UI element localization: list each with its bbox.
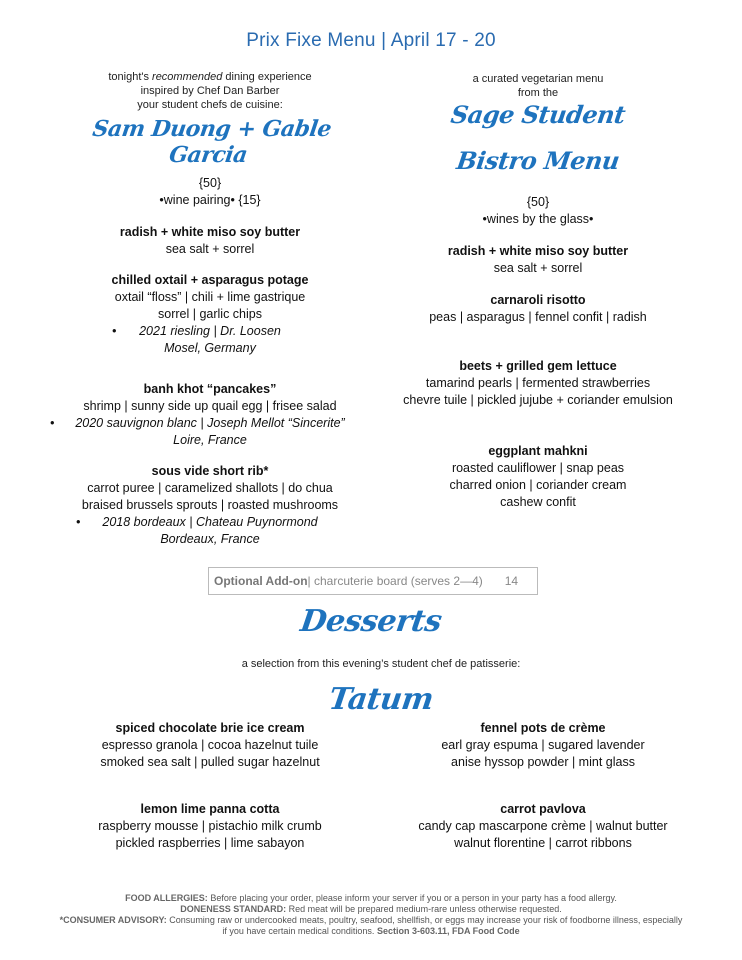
- left-course-oxtail: chilled oxtail + asparagus potage oxtail “floss” | chili + lime gastrique sorrel | garlic chips • 2021 riesling | Dr. Loosen Mosel, Germany: [111, 273, 309, 355]
- left-course-short-rib: sous vide short rib* carrot puree | caramelized shallots | do chua braised brussels sprouts | roasted mushrooms • 2018 bordeaux | Chateau Puynormond Bordeaux, France: [76, 464, 339, 546]
- dessert-panna-cotta: lemon lime panna cotta raspberry mousse | pistachio milk crumb pickled raspberries | lime sabayon: [98, 802, 322, 850]
- bistro-script-line1: Sage Student: [449, 100, 627, 129]
- doneness-notice: DONENESS STANDARD: Red meat will be prepared medium-rare unless otherwise requested.: [180, 904, 562, 914]
- desserts-script-title: Desserts: [298, 604, 444, 639]
- dessert-chocolate-brie: spiced chocolate brie ice cream espresso granola | cocoa hazelnut tuile smoked sea salt | pulled sugar hazelnut: [100, 721, 320, 769]
- right-course-radish: radish + white miso soy butter sea salt + sorrel: [447, 244, 629, 275]
- left-intro: tonight's recommended dining experience inspired by Chef Dan Barber your student chefs de cuisine:: [108, 71, 312, 111]
- right-pricing: {50} •wines by the glass•: [482, 195, 594, 226]
- dessert-carrot-pavlova: carrot pavlova candy cap mascarpone crème | walnut butter walnut florentine | carrot ribbons: [418, 802, 668, 850]
- right-course-risotto: carnaroli risotto peas | asparagus | fennel confit | radish: [429, 293, 647, 324]
- desserts-intro: a selection from this evening’s student chef de patisserie:: [241, 658, 521, 670]
- bistro-script-line2: Bistro Menu: [454, 146, 622, 175]
- optional-addon-box: Optional Add-on | charcuterie board (serves 2—4) 14: [208, 567, 538, 595]
- consumer-advisory: *CONSUMER ADVISORY: Consuming raw or undercooked meats, poultry, seafood, shellfish, or eggs may increase your risk of foodborne illness, especially: [59, 915, 683, 925]
- dessert-fennel-pots: fennel pots de crème earl gray espuma | sugared lavender anise hyssop powder | mint glass: [441, 721, 645, 769]
- right-intro: a curated vegetarian menu from the: [472, 73, 604, 99]
- food-advisory-footer: FOOD ALLERGIES: Before placing your order, please inform your server if you or a person in your party has a food allergy. DONENESS STANDARD: Red meat will be prepared medium-rare unless otherwise requested. *CONSUMER ADVISORY: Consuming raw or undercooked meats, poultry, seafood, shellfish, or eggs may increase your risk of foodborne illness, especially if you have certain medical conditions. Section 3-603.11, FDA Food Code: [0, 893, 742, 937]
- menu-title: Prix Fixe Menu | April 17 - 20: [246, 30, 496, 51]
- pastry-chef-script-name: Tatum: [326, 682, 436, 717]
- right-course-beets: beets + grilled gem lettuce tamarind pearls | fermented strawberries chevre tuile | pickled jujube + coriander emulsion: [403, 359, 673, 407]
- chefs-script-name: Sam Duong + Gable Garcia: [90, 116, 333, 168]
- left-pricing: {50} •wine pairing• {15}: [159, 176, 261, 207]
- right-course-eggplant: eggplant mahkni roasted cauliflower | snap peas charred onion | coriander cream cashew confit: [449, 444, 627, 509]
- left-course-radish: radish + white miso soy butter sea salt + sorrel: [119, 225, 301, 256]
- allergy-notice: FOOD ALLERGIES: Before placing your order, please inform your server if you or a person in your party has a food allergy.: [125, 893, 617, 903]
- left-course-banh-khot: banh khot “pancakes” shrimp | sunny side up quail egg | frisee salad • 2020 sauvignon blanc | Joseph Mellot “Sincerite” Loire, France: [50, 382, 345, 447]
